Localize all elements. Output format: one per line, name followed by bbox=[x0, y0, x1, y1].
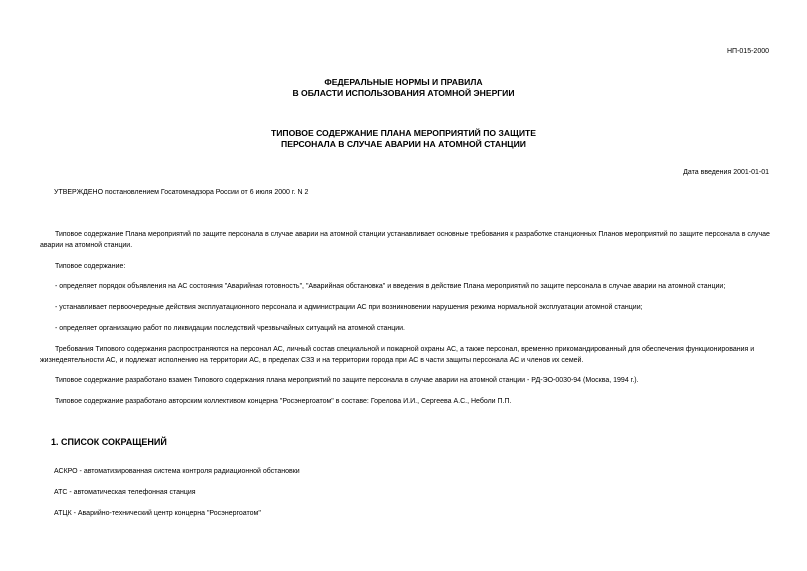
list-item: - определяет организацию работ по ликвидации последствий чрезвычайных ситуаций на атомной станции. bbox=[55, 325, 405, 332]
paragraph-contents-label: Типовое содержание: bbox=[55, 263, 126, 270]
section-heading: 1. СПИСОК СОКРАЩЕНИЙ bbox=[51, 437, 167, 447]
paragraph-replaces: Типовое содержание разработано взамен Типового содержания плана мероприятий по защите персонала в случае аварии на атомной станции - РД-ЭО-0030-94 (Москва, 1994 г.). bbox=[55, 377, 639, 384]
effective-date: Дата введения 2001-01-01 bbox=[683, 169, 769, 176]
title-line-1: ТИПОВОЕ СОДЕРЖАНИЕ ПЛАНА МЕРОПРИЯТИЙ ПО ЗАЩИТЕ bbox=[270, 128, 536, 138]
paragraph-authors: Типовое содержание разработано авторским коллективом концерна "Росэнергоатом" в составе: Горелова И.И., Сергеева А.С., Неболи П.П. bbox=[55, 398, 512, 405]
paragraph-scope: Требования Типового содержания распространяются на персонал АС, личный состав специальной и пожарной охраны АС, а также персонал, временно прикомандированный для обеспечения функционирования и жизнедеятельности АС, и подлежат исполнению на территории АС, в пределах СЗЗ и на территории города при АС в части защиты персонала АС и членов их семей. bbox=[40, 346, 755, 364]
approval-note: УТВЕРЖДЕНО постановлением Госатомнадзора России от 6 июля 2000 г. N 2 bbox=[54, 189, 309, 196]
list-item: - устанавливает первоочередные действия эксплуатационного персонала и администрации АС при возникновении нарушения режима нормальной эксплуатации атомной станции; bbox=[55, 304, 643, 311]
abbreviation-item: АТС - автоматическая телефонная станция bbox=[54, 489, 196, 496]
paragraph-intro: Типовое содержание Плана мероприятий по защите персонала в случае аварии на атомной станции устанавливает основные требования к разработке станционных Планов мероприятий по защите персонала в случае аварии на атомной станции. bbox=[40, 231, 770, 249]
abbreviation-item: АТЦК - Аварийно-технический центр концерна "Росэнергоатом" bbox=[54, 510, 261, 517]
list-item: - определяет порядок объявления на АС состояния "Аварийная готовность", "Аварийная обстановка" и введения в действие Плана мероприятий по защите персонала в случае аварии на атомной станции; bbox=[55, 283, 726, 290]
header-line-2: В ОБЛАСТИ ИСПОЛЬЗОВАНИЯ АТОМНОЙ ЭНЕРГИИ bbox=[292, 88, 515, 98]
document-code: НП-015-2000 bbox=[727, 48, 769, 55]
header-line-1: ФЕДЕРАЛЬНЫЕ НОРМЫ И ПРАВИЛА bbox=[324, 77, 483, 87]
abbreviation-item: АСКРО - автоматизированная система контроля радиационной обстановки bbox=[54, 468, 300, 475]
title-line-2: ПЕРСОНАЛА В СЛУЧАЕ АВАРИИ НА АТОМНОЙ СТАНЦИИ bbox=[281, 139, 526, 149]
